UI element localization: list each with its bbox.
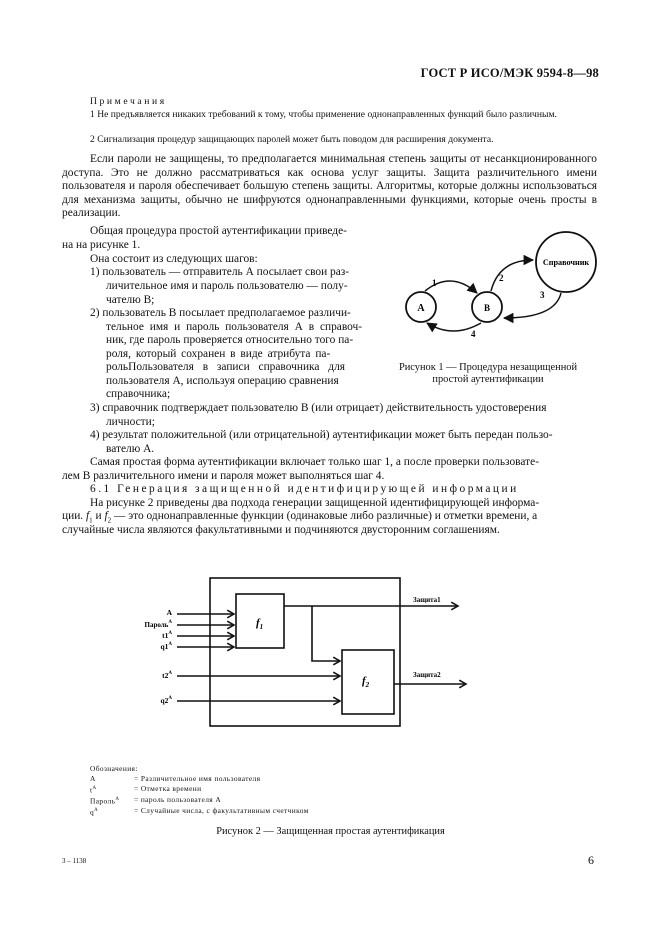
arrow-4-label: 4 — [471, 329, 476, 339]
f1-box-label: $f_1$ — [256, 617, 264, 631]
arrow-2-label: 2 — [499, 273, 504, 283]
p4-text-a: ции. — [62, 510, 84, 522]
section-6-1-heading: 6.1 Генерация защищенной идентифицирующей информации — [90, 483, 519, 495]
legend-description: = Отметка времени — [134, 783, 202, 793]
legend-row — [90, 806, 309, 817]
step-2-line-7: справочника; — [106, 388, 171, 400]
paragraph-procedure-l1: Общая процедура простой аутентификации приведе- — [90, 225, 347, 237]
p4-f1: f — [86, 510, 90, 522]
page-number: 6 — [588, 853, 594, 867]
step-3-line-1: 3) справочник подтверждает пользователю В (или отрицает) действительность удостоверения — [90, 402, 547, 414]
document-id: ГОСТ Р ИСО/МЭК 9594-8—98 — [420, 66, 599, 80]
legend-description: = пароль пользователя А — [134, 794, 222, 804]
legend-row — [90, 784, 309, 795]
f1-to-f2-line — [312, 606, 340, 661]
step-2-line-6: пользователя А, используя операцию сравнения — [106, 375, 339, 387]
legend-symbol: $q^A$ — [90, 807, 99, 817]
arrow-1-label: 1 — [432, 278, 437, 288]
figure-1-diagram — [395, 222, 605, 340]
outer-box — [210, 578, 400, 726]
input-q1-label: $q1^A$ — [160, 642, 172, 651]
input-t1-label: $t1^A$ — [162, 631, 172, 640]
step-3-line-2: личности; — [106, 416, 155, 428]
legend-symbol: A — [90, 773, 96, 783]
input-a-label: A — [166, 608, 172, 617]
input-password-label: Пароль$^A$ — [144, 620, 172, 629]
arrow-3-label: 3 — [540, 290, 545, 300]
step-2-line-3: ник, где пароль проверяется относительно того па- — [106, 334, 354, 346]
step-4-line-2: вателю А. — [106, 443, 155, 455]
notes-title: Примечания — [90, 96, 167, 107]
step-1-line-2: личительное имя и пароль пользователю — полу- — [106, 280, 348, 292]
step-4-line-1: 4) результат положительной (или отрицательной) аутентификации может быть передан пользо- — [90, 429, 553, 441]
paragraph-simplest-form-l1: Самая простая форма аутентификации включает только шаг 1, а после проверки пользовате- — [90, 456, 539, 468]
p4-text-b: и — [95, 510, 102, 522]
paragraph-figure2-intro-l3: случайные числа являются факультативными и подчиняются двусторонним соглашениям. — [62, 524, 500, 536]
directory-label: Справочник — [542, 258, 590, 267]
paragraph-procedure-l2: на на рисунке 1. — [62, 239, 141, 251]
paragraph-figure2-intro-l1: На рисунке 2 приведены два подхода генерации защищенной идентифицирующей информа- — [90, 497, 540, 509]
input-t2-label: $t2^A$ — [162, 671, 172, 680]
figure-1-caption-line-1: Рисунок 1 — Процедура незащищенной — [398, 362, 578, 373]
f2-box-label: $f_2$ — [362, 675, 370, 689]
p4-f1-sub: 1 — [89, 516, 93, 525]
node-b-label: B — [483, 303, 491, 313]
legend — [90, 764, 309, 817]
legend-title: Обозначения: — [90, 764, 138, 773]
figure-2-diagram — [130, 572, 490, 732]
note-1: 1 Не предъявляется никаких требований к тому, чтобы применение однонаправленных функций было различным. — [90, 109, 557, 120]
figure-1-caption-line-2: простой аутентификации — [432, 374, 544, 386]
legend-description: = Случайные числа, с факультативным счетчиком — [134, 806, 309, 816]
legend-description: = Различительное имя пользователя — [134, 773, 261, 783]
legend-table — [90, 774, 309, 818]
figure-2-caption: Рисунок 2 — Защищенная простая аутентификация — [216, 826, 445, 837]
step-1-line-1: 1) пользователь — отправитель А посылает свои раз- — [90, 266, 350, 278]
footer-code: 3 – 1138 — [62, 857, 87, 865]
legend-symbol: Пароль$^A$ — [90, 796, 120, 806]
legend-row — [90, 795, 309, 806]
arrow-2 — [491, 260, 533, 291]
step-2-line-4: роля, который сохранен в виде атрибута па- — [106, 348, 331, 360]
node-a-label: A — [417, 303, 425, 314]
paragraph-simplest-form-l2: лем В различительного имени и пароля может выполняться шаг 4. — [62, 470, 385, 482]
step-2-line-5: рольПользователя в записи справочника для — [106, 361, 346, 373]
output-1-label: Защита1 — [413, 596, 441, 604]
input-q2-label: $q2^A$ — [160, 696, 172, 705]
output-2-label: Защита2 — [413, 671, 441, 679]
paragraph-unprotected-passwords: Если пароли не защищены, то предполагается минимальная степень защиты от несанкционированного доступа. Это не должно рассматриваться как основа услуг защиты. Защита различительного имени пользователя и пароля обеспечивает большую степень защиты. Алгоритмы, которые должны использоваться для механизма защиты, обычно не шифруются однонаправленными функциями, которые очень просты в реализации. — [62, 153, 597, 220]
p4-text-c: — это однонаправленные функции (одинаковые либо различные) и отметки времени, а — [114, 510, 538, 522]
p4-f2-sub: 2 — [107, 516, 112, 525]
p4-f2: f — [104, 510, 108, 522]
legend-row — [90, 774, 309, 784]
legend-symbol: $t^A$ — [90, 785, 97, 795]
step-1-line-3: чателю В; — [106, 294, 155, 306]
f1-box — [236, 594, 284, 648]
steps-intro: Она состоит из следующих шагов: — [90, 253, 258, 265]
figure-1-caption — [390, 362, 586, 386]
step-2-line-2: тельное имя и пароль пользователя А в справоч- — [106, 321, 363, 333]
arrow-3 — [504, 293, 561, 318]
step-2-line-1: 2) пользователь В посылает предполагаемое различи- — [90, 307, 351, 319]
note-2: 2 Сигнализация процедур защищающих паролей может быть поводом для расширения документа. — [90, 134, 494, 145]
